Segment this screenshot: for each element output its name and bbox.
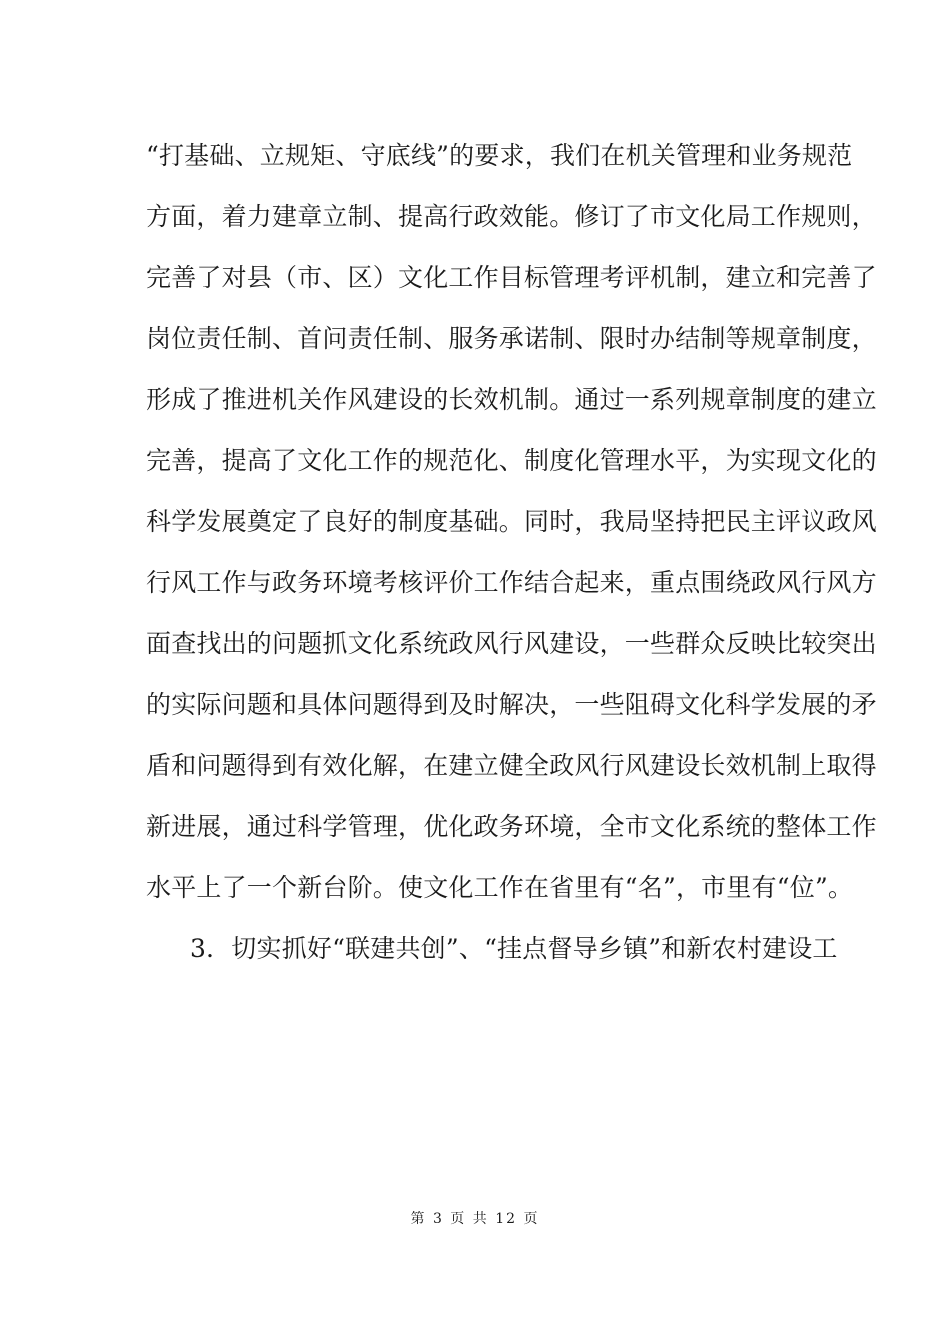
body-text-line: 岗位责任制、首问责任制、服务承诺制、限时办结制等规章制度， bbox=[146, 324, 877, 353]
section-heading-line: 3．切实抓好“联建共创”、“挂点督导乡镇”和新农村建设工 bbox=[190, 934, 838, 963]
body-text-line: 盾和问题得到有效化解，在建立健全政风行风建设长效机制上取得 bbox=[146, 751, 877, 780]
body-text-line: 面查找出的问题抓文化系统政风行风建设，一些群众反映比较突出 bbox=[146, 629, 877, 658]
body-text-line: 形成了推进机关作风建设的长效机制。通过一系列规章制度的建立 bbox=[146, 385, 877, 414]
body-text-line: 方面，着力建章立制、提高行政效能。修订了市文化局工作规则， bbox=[146, 202, 877, 231]
body-text-line: 科学发展奠定了良好的制度基础。同时，我局坚持把民主评议政风 bbox=[146, 507, 877, 536]
body-text-line: “打基础、立规矩、守底线”的要求，我们在机关管理和业务规范 bbox=[146, 141, 853, 170]
body-text-line: 行风工作与政务环境考核评价工作结合起来，重点围绕政风行风方 bbox=[146, 568, 877, 597]
body-text-line: 水平上了一个新台阶。使文化工作在省里有“名”，市里有“位”。 bbox=[146, 873, 854, 902]
body-text-line: 完善了对县（市、区）文化工作目标管理考评机制，建立和完善了 bbox=[146, 263, 877, 292]
page-number-footer: 第 3 页 共 12 页 bbox=[410, 1211, 540, 1227]
body-text-line: 的实际问题和具体问题得到及时解决，一些阻碍文化科学发展的矛 bbox=[146, 690, 877, 719]
body-text-line: 新进展，通过科学管理，优化政务环境，全市文化系统的整体工作 bbox=[146, 812, 877, 841]
body-text-line: 完善，提高了文化工作的规范化、制度化管理水平，为实现文化的 bbox=[146, 446, 877, 475]
